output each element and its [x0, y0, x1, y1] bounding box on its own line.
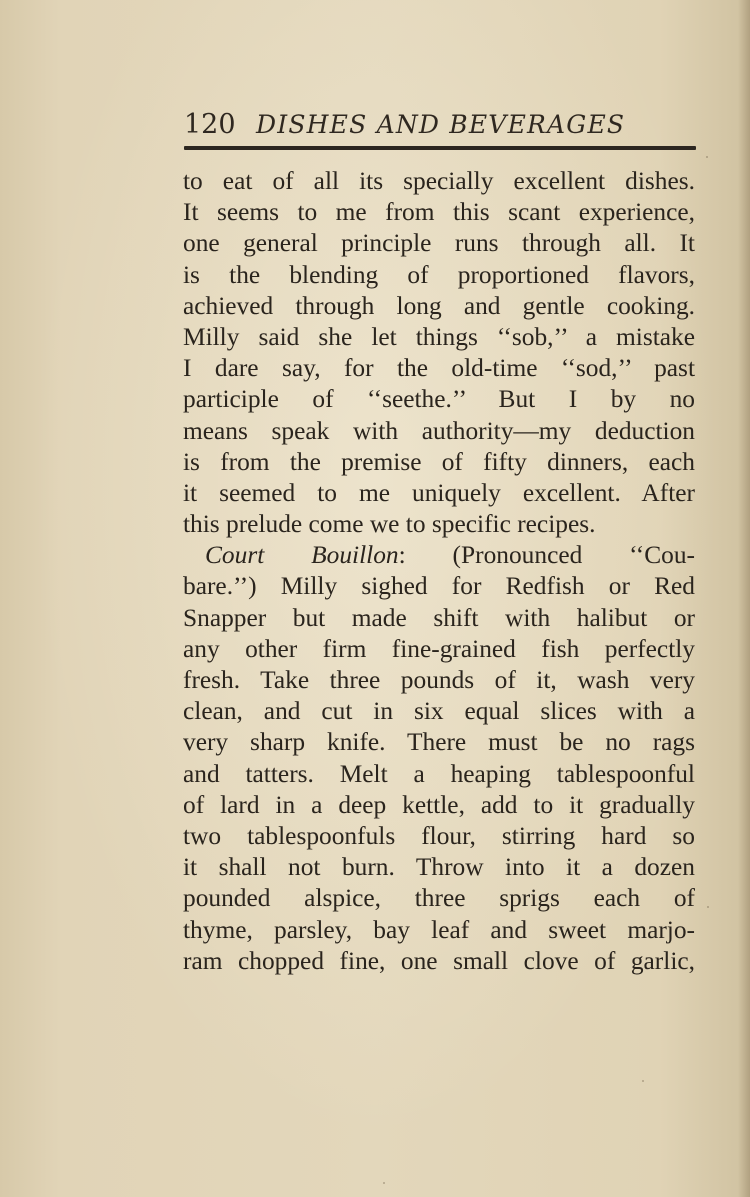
body-text — [183, 166, 695, 977]
text-line: Milly said she let things ‘‘sob,’’ a mistake — [183, 322, 695, 351]
text-line: thyme, parsley, bay leaf and sweet marjo- — [183, 915, 695, 944]
text-line: is from the premise of fifty dinners, each — [183, 447, 695, 476]
text-line: to eat of all its specially excellent dishes. — [183, 167, 695, 195]
text-line: achieved through long and gentle cooking. — [183, 291, 695, 320]
recipe-name: Court Bouillon — [205, 541, 399, 570]
text-line: one general principle runs through all. It — [183, 229, 695, 258]
text-line: this prelude come we to specific recipes. — [183, 510, 596, 539]
text-line: means speak with authority—my deduction — [183, 416, 695, 445]
page-number: 120 — [184, 109, 236, 140]
text-line: clean, and cut in six equal slices with a — [183, 697, 695, 726]
text-line: any other firm fine-grained fish perfectly — [183, 634, 695, 663]
page-edge-shadow — [738, 0, 750, 1197]
text-line: participle of ‘‘seethe.’’ But I by no — [183, 385, 695, 414]
text-line: very sharp knife. There must be no rags — [183, 728, 695, 757]
paper-speck — [707, 906, 709, 908]
text-line: it seemed to me uniquely excellent. After — [183, 478, 695, 507]
text-line: two tablespoonfuls flour, stirring hard so — [183, 821, 695, 850]
text-line: and tatters. Melt a heaping tablespoonful — [183, 759, 695, 788]
paper-speck — [706, 156, 708, 158]
paper-speck — [383, 1182, 385, 1184]
header-rule — [184, 146, 696, 150]
paper-speck — [642, 1080, 644, 1082]
running-head — [184, 106, 696, 146]
recipe-heading-line — [183, 540, 695, 571]
text-line: pounded alspice, three sprigs each of — [183, 884, 695, 913]
text-line: is the blending of proportioned flavors, — [183, 260, 695, 289]
text-line: it shall not burn. Throw into it a dozen — [183, 853, 695, 882]
text-line: of lard in a deep kettle, add to it gradually — [183, 790, 695, 819]
text-line: I dare say, for the old-time ‘‘sod,’’ past — [183, 354, 695, 383]
text-line: ram chopped fine, one small clove of garlic, — [183, 946, 695, 975]
recipe-colon: : — [398, 541, 406, 570]
text-line: bare.’’) Milly sighed for Redfish or Red — [183, 572, 695, 601]
text-line: fresh. Take three pounds of it, wash very — [183, 666, 695, 694]
text-line: Snapper but made shift with halibut or — [183, 603, 695, 632]
text-line: It seems to me from this scant experience, — [183, 198, 695, 227]
recipe-pronunciation: (Pronounced ‘‘Cou- — [405, 541, 695, 570]
book-title: DISHES AND BEVERAGES — [256, 110, 626, 139]
